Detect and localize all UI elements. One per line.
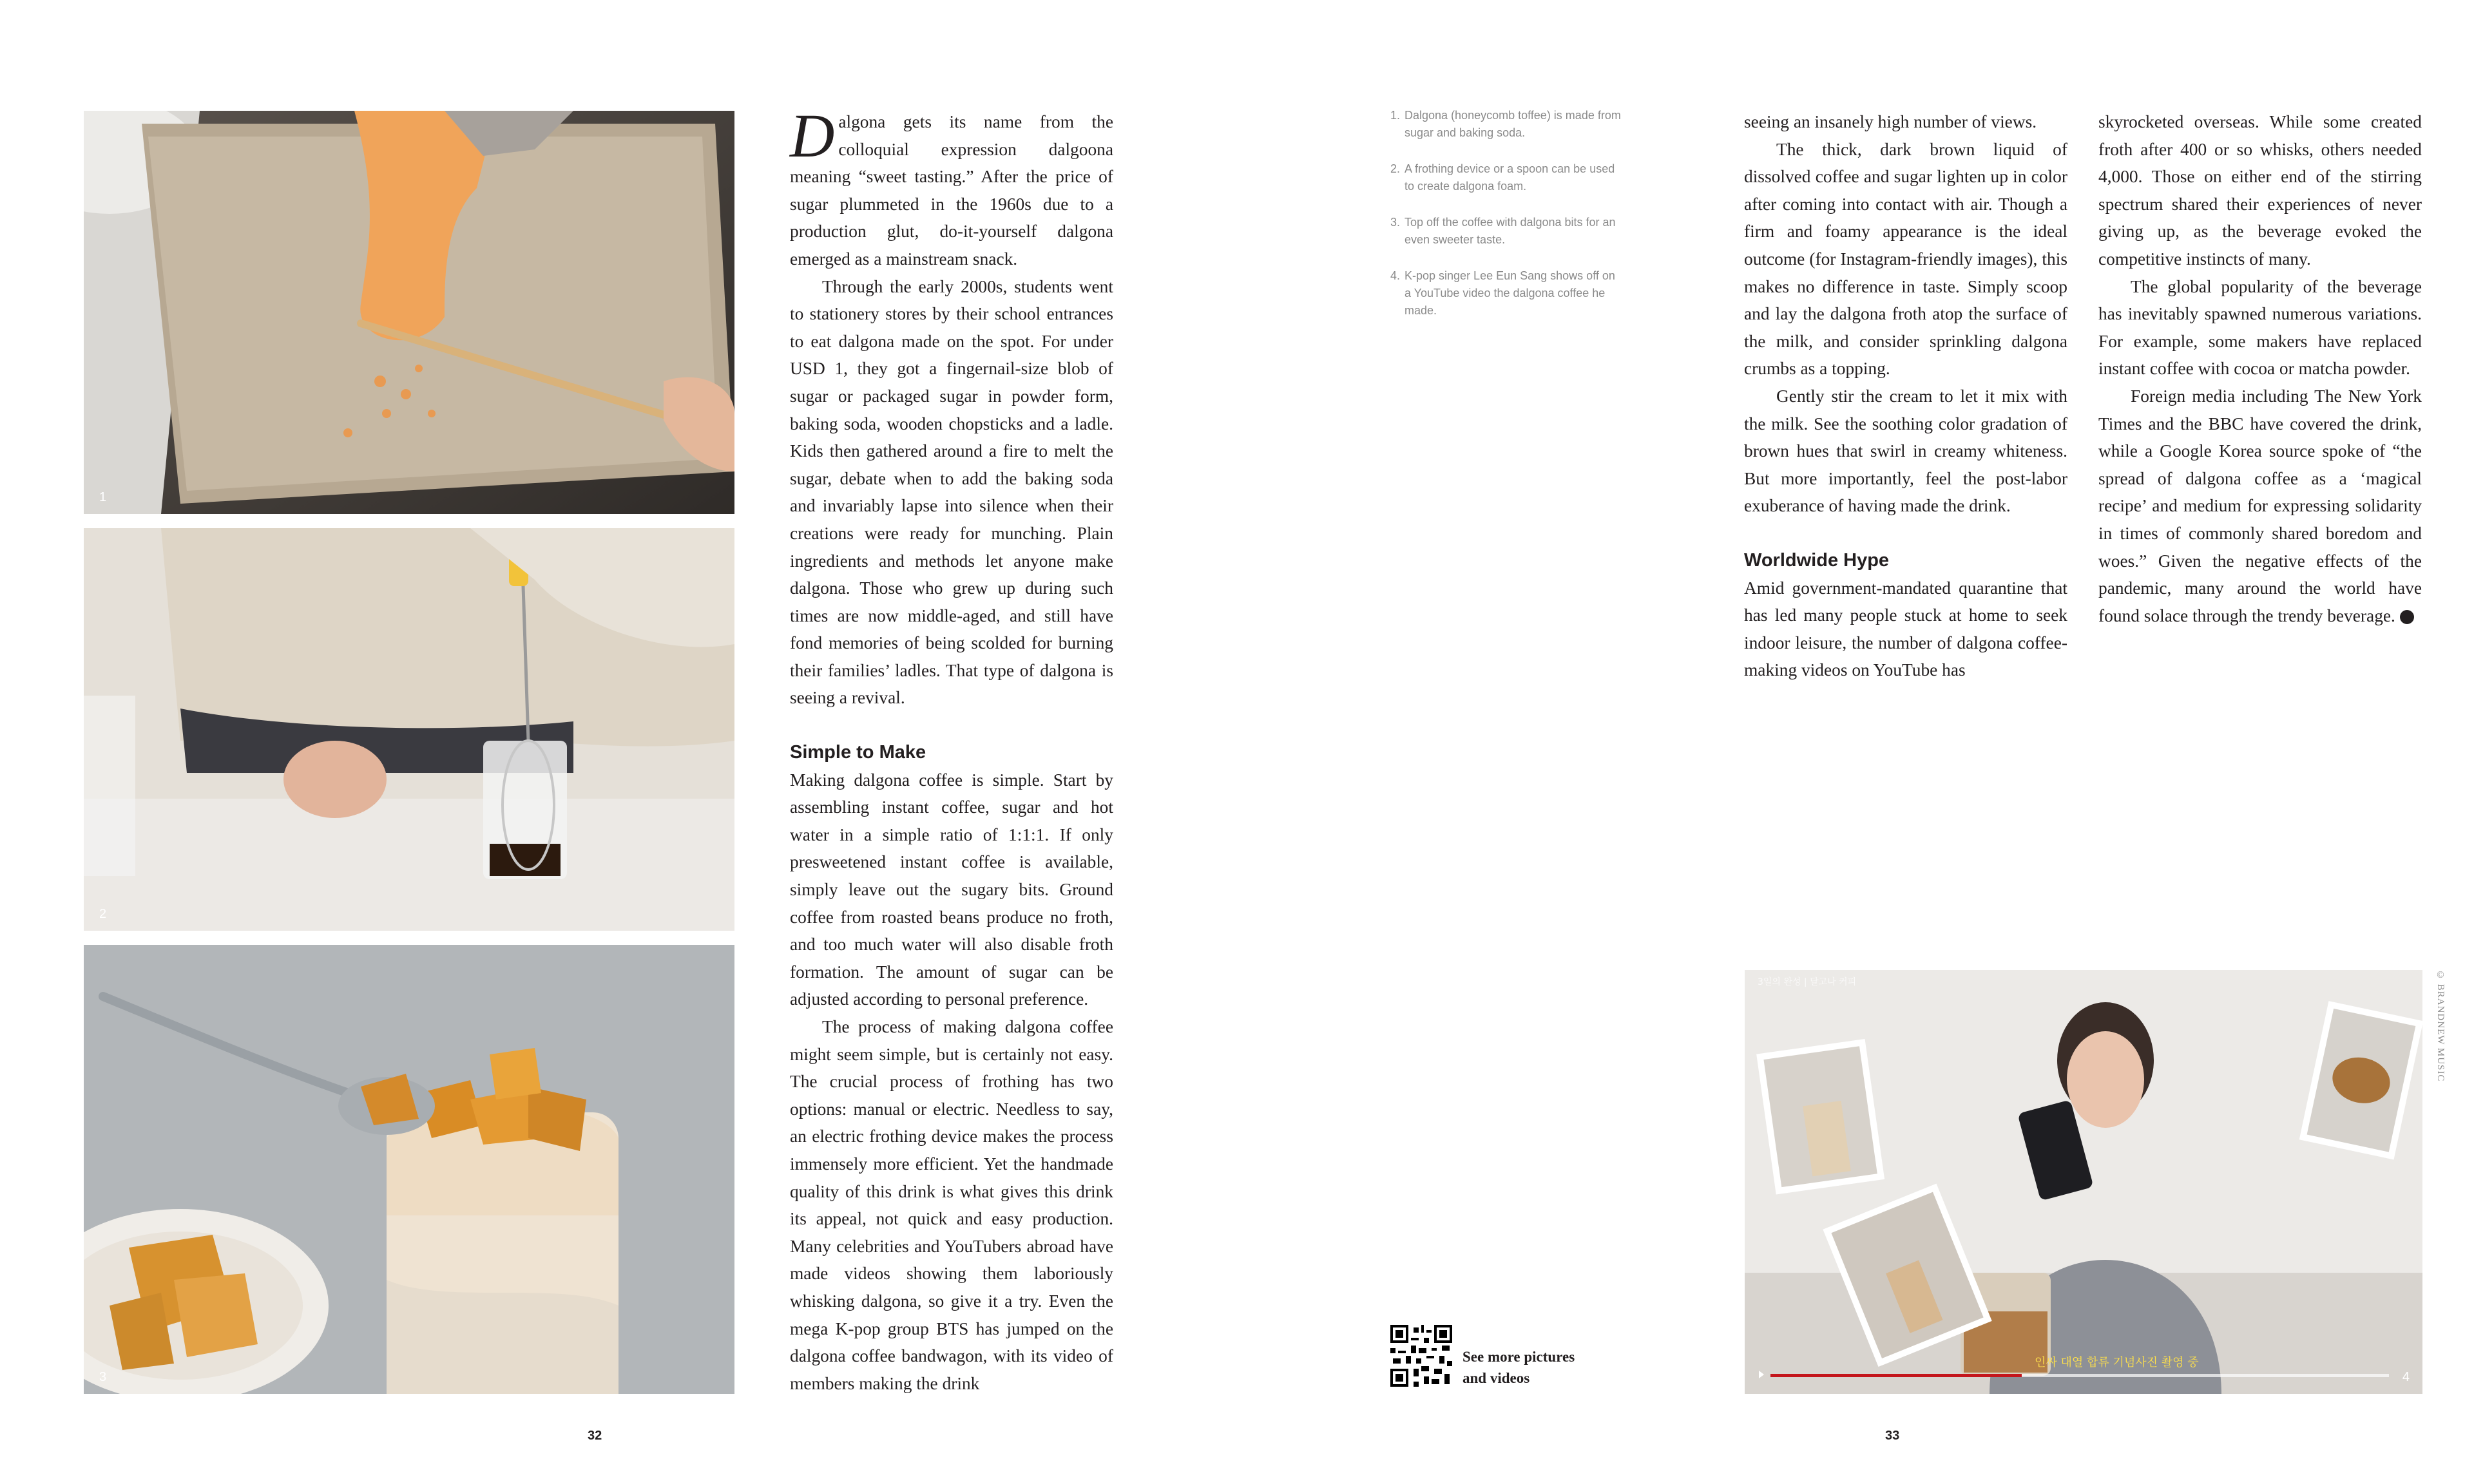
section-heading: Simple to Make: [790, 742, 926, 763]
caption-item: 2. A frothing device or a spoon can be used to create dalgona foam.: [1390, 162, 1615, 193]
photo-1-illustration: [84, 111, 734, 514]
photo-number: 2: [99, 907, 107, 921]
photo-2-illustration: [84, 528, 734, 931]
intro-paragraph: [790, 101, 1113, 273]
paragraph: skyrocketed overseas. While some created froth after 400 or so whisks, others needed 4,000. Those on either end of the stirring spectrum shared their experiences of never giving up, as the beverage evoked the competitive instincts of many.: [2098, 112, 2422, 269]
photo-number: 4: [2402, 1370, 2410, 1384]
paragraph: Making dalgona coffee is simple. Start by assembling instant coffee, sugar and hot water in a simple ratio of 1:1:1. If only presweetened instant coffee is available, simply leave out the sugary bits. Ground coffee from roasted beans produce no froth, and too much water will also disable froth formation. The amount of sugar can be adjusted according to personal preference.: [790, 770, 1113, 1009]
caption-item: 4. K-pop singer Lee Eun Sang shows off on a YouTube video the dalgona coffee he made.: [1390, 269, 1615, 317]
page-number-right: 33: [1885, 1429, 1900, 1443]
end-mark-icon: ❖: [2400, 610, 2414, 624]
photo-3-illustration: [84, 945, 734, 1394]
qr-code-icon: [1390, 1325, 1452, 1387]
photo-pouring-dalgona: [84, 111, 734, 514]
section-heading: Worldwide Hype: [1744, 549, 1890, 571]
paragraph: Through the early 2000s, students went to stationery stores by their school entrances to eat dalgona made on the spot. For under USD 1, they got a fingernail-size blob of sugar or packaged sugar in powder form, baking soda, wooden chopsticks and a ladle. Kids then gathered around a fire to melt the sugar, debate when to add the baking soda and invariably lapse into silence when their creations were ready for munching. Plain ingredients and methods let anyone make dalgona. Those who grew up during such times are now middle-aged, and still have fond memories of being scolded for burning their families’ ladles. That type of dalgona is seeing a revival.: [790, 276, 1113, 708]
photo-number: 1: [99, 490, 107, 504]
paragraph: seeing an insanely high number of views.: [1744, 112, 2037, 131]
drop-cap: D: [790, 101, 835, 170]
photo-captions: [1390, 107, 1622, 338]
photo-youtube-screenshot[interactable]: [1745, 970, 2422, 1394]
video-title-overlay: 3일의 완성 | 달고나 커피: [1758, 977, 1857, 987]
article-column-left: [790, 101, 1113, 1397]
paragraph: The global popularity of the beverage has inevitably spawned numerous variations. For example, some makers have replaced instant coffee with cocoa or matcha powder.: [2098, 276, 2422, 379]
article-column-middle: [1744, 108, 2067, 684]
photo-whisking-coffee: [84, 528, 734, 931]
paragraph: Amid government-mandated quarantine that has led many people stuck at home to seek indoor leisure, the number of dalgona coffee-making videos on YouTube has: [1744, 578, 2067, 680]
caption-item: 1. Dalgona (honeycomb toffee) is made from sugar and baking soda.: [1390, 109, 1621, 139]
article-column-right: [2098, 108, 2440, 629]
caption-item: 3. Top off the coffee with dalgona bits for an even sweeter taste.: [1390, 216, 1616, 246]
intro-text: algona gets its name from the colloquial expression dalgoona meaning “sweet tasting.” After the price of sugar plummeted in the 1960s due to a production glut, do-it-yourself dalgona emerged as a mainstream snack.: [790, 112, 1113, 269]
photo-credit: © BRANDNEW MUSIC: [2435, 970, 2446, 1082]
paragraph: The process of making dalgona coffee might seem simple, but is certainly not easy. The crucial process of frothing has two options: manual or electric. Needless to say, an electric frothing device makes the process immensely more efficient. Yet the handmade quality of this drink is what gives this drink its appeal, not quick and easy production. Many celebrities and YouTubers abroad have made videos showing them laboriously whisking dalgona, so give it a try. Even the mega K-pop group BTS has jumped on the dalgona coffee bandwagon, with its video of members making the drink: [790, 1017, 1113, 1393]
paragraph: The thick, dark brown liquid of dissolved coffee and sugar lighten up in color after coming into contact with air. Though a firm and foamy appearance is the ideal outcome (for Instagram-friendly images), this makes no difference in taste. Simply scoop and lay the dalgona froth atop the surface of the milk, and consider sprinkling dalgona crumbs as a topping.: [1744, 139, 2067, 379]
video-frame-illustration: [1745, 970, 2422, 1394]
photo-number: 3: [99, 1370, 107, 1384]
qr-label: See more pictures and videos: [1462, 1349, 1575, 1386]
paragraph: Foreign media including The New York Times and the BBC have covered the drink, while a Google Korea source spoke of “the spread of dalgona coffee as a ‘magical recipe’ and medium for expressing solidarity in times of commonly shared boredom and woes.” Given the negative effects of the pandemic, many around the world have found solace through the trendy beverage. ❖: [2098, 386, 2440, 625]
qr-code[interactable]: [1390, 1325, 1452, 1387]
video-subtitle-overlay: 인싸 대열 합류 기념사진 촬영 중: [2035, 1356, 2199, 1369]
page-number-left: 32: [588, 1429, 602, 1443]
photo-dalgona-topping: [84, 945, 734, 1394]
paragraph: Gently stir the cream to let it mix with the milk. See the soothing color gradation of brown hues that swirl in creamy whiteness. But more importantly, feel the post-labor exuberance of having made the drink.: [1744, 386, 2067, 516]
